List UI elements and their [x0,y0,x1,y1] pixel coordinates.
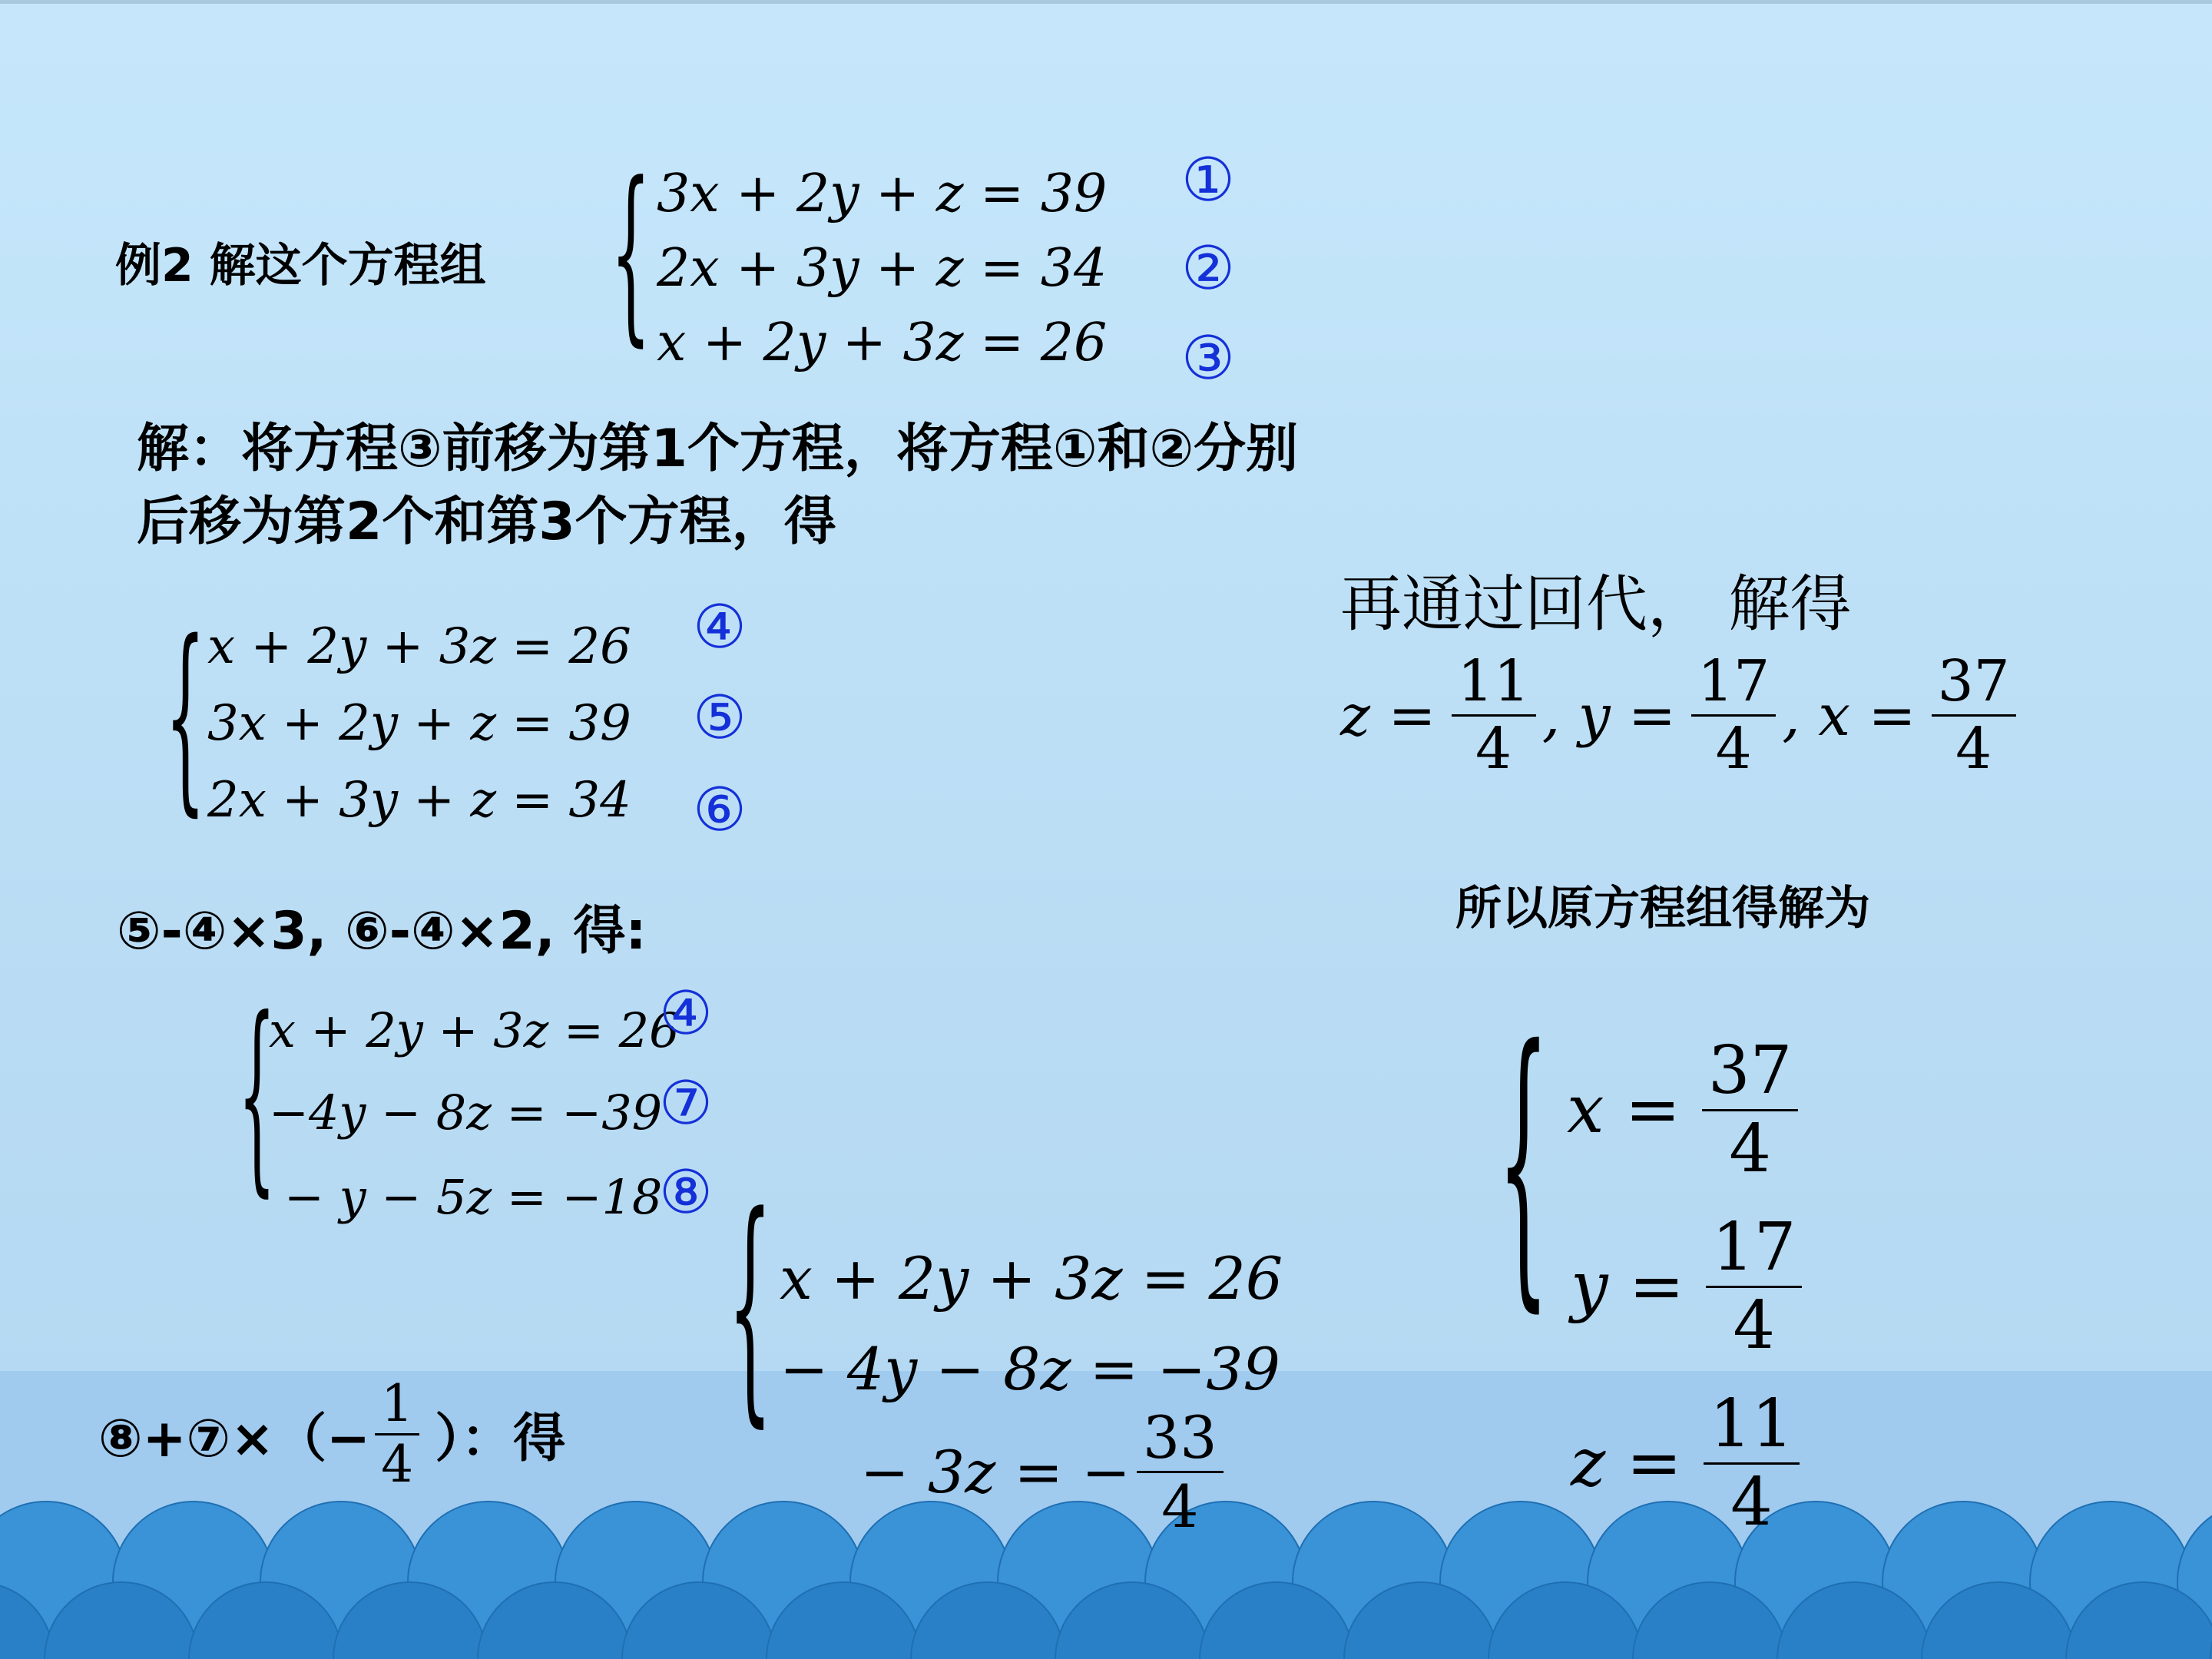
brace: { [611,141,651,363]
denominator: 4 [1730,1463,1773,1541]
x-fraction [1702,1033,1798,1187]
denominator: 4 [1955,716,1992,783]
numerator: 37 [1932,649,2016,717]
y-fraction [1706,1210,1802,1364]
equation-9: x + 2y + 3z = 26 [780,1244,1283,1313]
equation-3: x + 2y + 3z = 26 [657,313,1108,373]
numerator: 1 [375,1375,419,1435]
numerator: 11 [1704,1386,1800,1465]
step-3-prefix: ⑧+⑦×（− [98,1408,371,1469]
equation-8: − y − 5z = −18 [284,1169,663,1225]
equation-4: x + 2y + 3z = 26 [207,618,631,675]
z-lhs: z = [1340,682,1436,749]
numerator: 33 [1137,1404,1224,1473]
label-5: ⑤ [693,684,747,753]
label-3: ③ [1181,324,1235,393]
step-1-line-1: 解：将方程③前移为第1个方程，将方程①和②分别 [137,419,1299,479]
equation-1: 3x + 2y + z = 39 [657,164,1108,224]
example-title: 例2 解这个方程组 [115,239,486,293]
step-3-fraction [375,1375,419,1494]
equation-11-lhs: − 3z = − [860,1438,1131,1507]
brace: { [165,598,206,834]
label-4b: ④ [659,979,713,1048]
numerator: 11 [1452,649,1536,717]
brace: { [728,1166,773,1449]
brace: { [238,973,276,1215]
label-4: ④ [693,593,747,662]
equation-11 [860,1404,1224,1541]
label-2: ② [1181,234,1235,303]
step-3-suffix: ）：得 [435,1408,566,1469]
equation-6: 2x + 3y + z = 34 [207,772,631,829]
conclusion-text: 所以原方程组得解为 [1455,882,1870,935]
denominator: 4 [1729,1110,1771,1187]
brace: { [1498,988,1549,1339]
step-1-line-2: 后移为第2个和第3个方程，得 [137,492,836,552]
y-lhs: y = [1571,1248,1684,1326]
denominator: 4 [1161,1472,1199,1541]
numerator: 37 [1702,1033,1798,1111]
step-2-text: ⑤-④×3, ⑥-④×2, 得: [117,901,647,962]
equation-5: 3x + 2y + z = 39 [207,695,631,752]
solution-x [1567,1033,1798,1187]
z-lhs: z = [1571,1425,1682,1502]
x-lhs: , x = [1782,682,1916,749]
equation-10: − 4y − 8z = −39 [780,1335,1280,1403]
x-fraction [1932,649,2016,782]
equation-7: −4y − 8z = −39 [269,1084,663,1141]
denominator: 4 [1733,1286,1776,1364]
y-lhs: , y = [1541,682,1677,749]
label-6: ⑥ [693,776,747,845]
y-fraction [1691,649,1776,782]
equation-4b: x + 2y + 3z = 26 [269,1002,680,1058]
z-fraction [1452,649,1536,782]
label-8: ⑧ [659,1158,713,1227]
solution-z [1571,1386,1800,1541]
numerator: 17 [1706,1210,1802,1288]
denominator: 4 [1475,716,1512,783]
label-1: ① [1181,146,1235,215]
equation-11-fraction [1137,1404,1224,1541]
z-fraction [1704,1386,1800,1541]
solution-y [1571,1210,1802,1364]
backsub-results [1340,649,2016,782]
denominator: 4 [381,1434,414,1494]
x-lhs: x = [1567,1071,1681,1149]
step-3-text [98,1375,565,1494]
equation-2: 2x + 3y + z = 34 [657,238,1108,299]
denominator: 4 [1715,716,1752,783]
numerator: 17 [1691,649,1776,717]
label-7: ⑦ [659,1069,713,1138]
backsub-text: 再通过回代， 解得 [1340,568,1852,640]
